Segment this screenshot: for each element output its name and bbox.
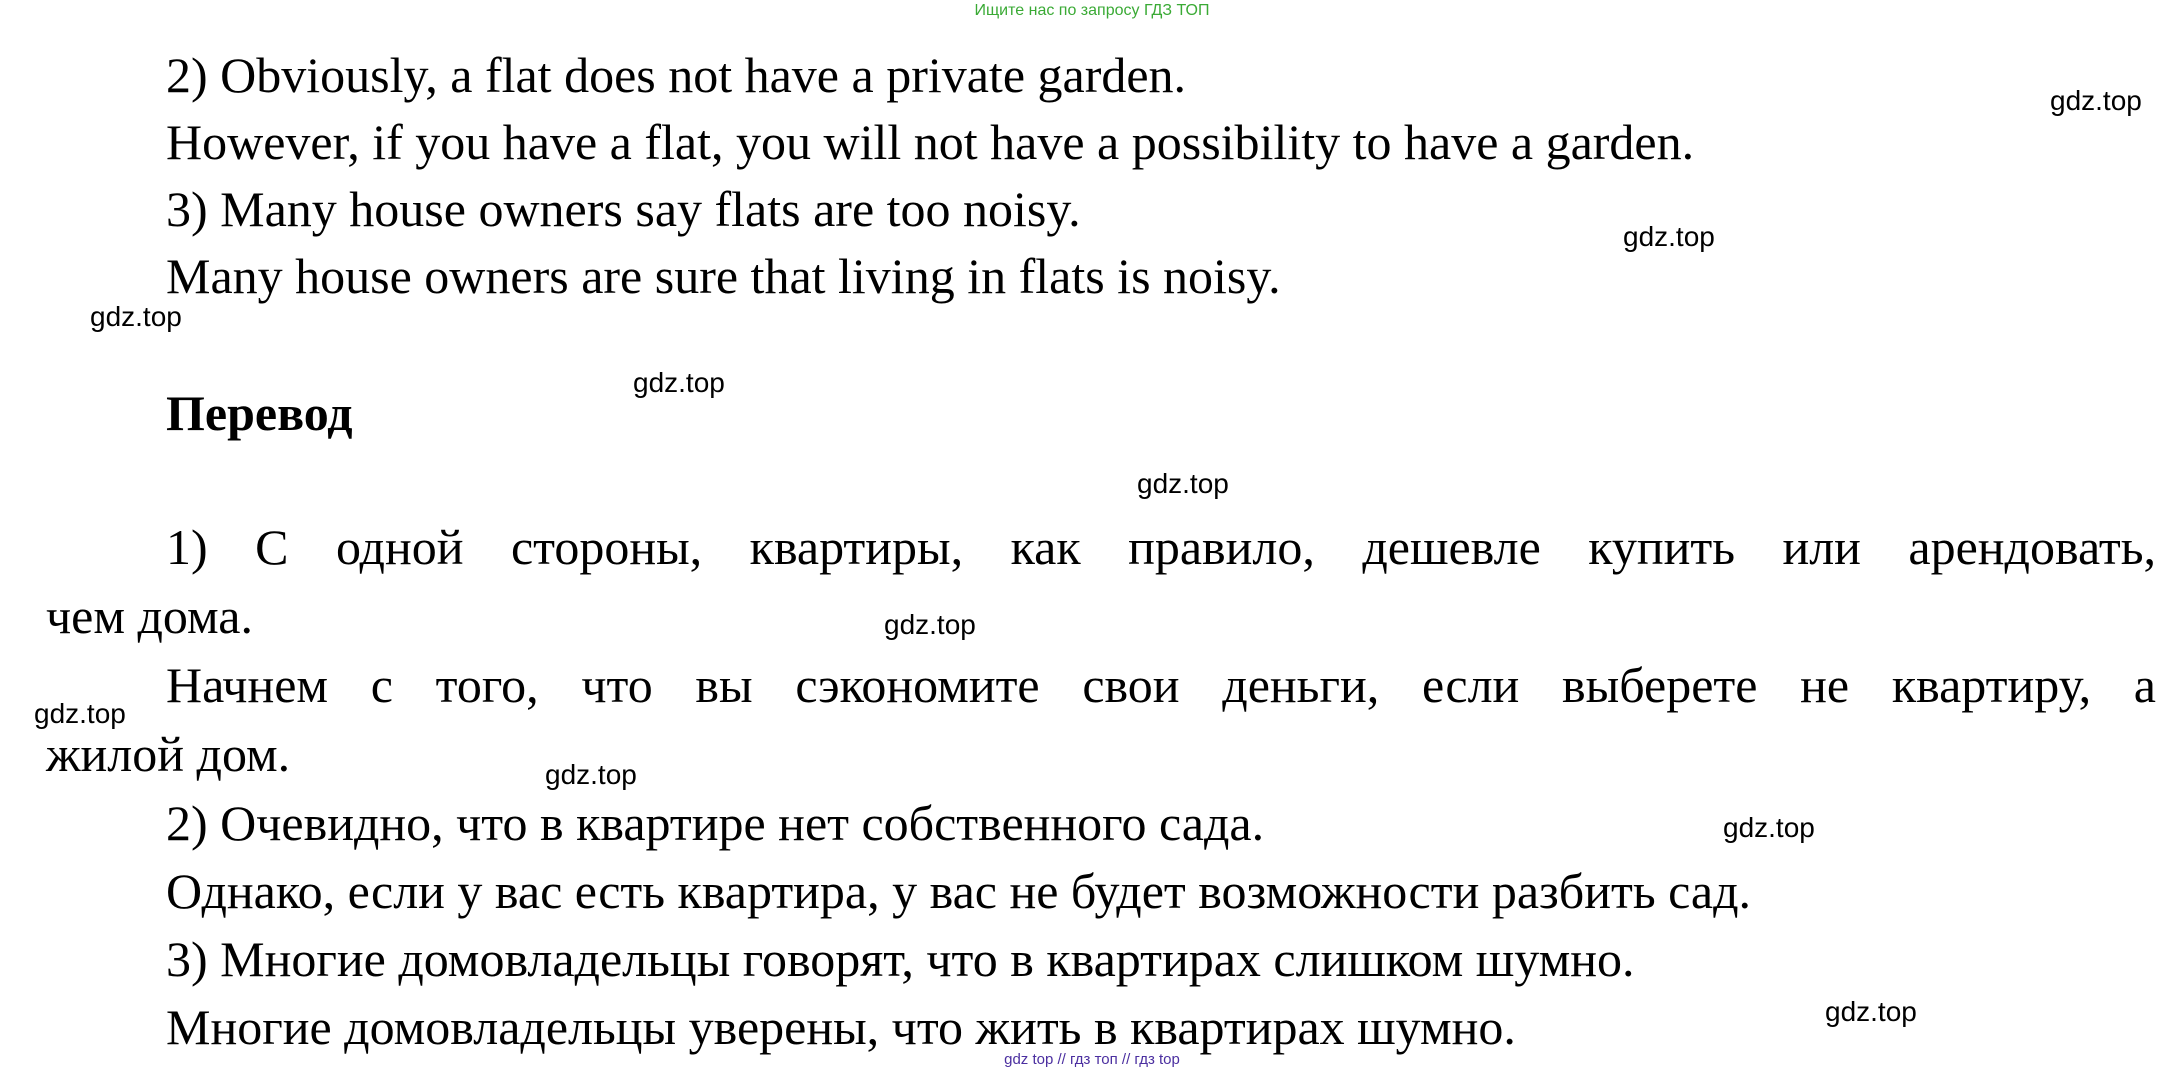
watermark: gdz.top <box>633 367 725 398</box>
watermark: gdz.top <box>34 698 126 729</box>
translation-p5: 3) Многие домовладельцы говорят, что в квартирах слишком шумно. <box>166 931 1635 987</box>
watermark: gdz.top <box>1723 812 1815 843</box>
top-banner-link[interactable]: Ищите нас по запросу ГДЗ ТОП <box>974 2 1210 19</box>
watermark: gdz.top <box>1623 221 1715 252</box>
watermark: gdz.top <box>1825 996 1917 1027</box>
english-line-1: 2) Obviously, a flat does not have a private garden. <box>166 47 1187 103</box>
translation-p2-line2: жилой дом. <box>46 726 291 782</box>
translation-p1-line1: 1) С одной стороны, квартиры, как правило, дешевле купить или арендовать, <box>166 519 2156 575</box>
english-line-3: 3) Many house owners say flats are too noisy. <box>166 181 1081 237</box>
translation-p1-line2: чем дома. <box>46 588 253 644</box>
watermark: gdz.top <box>1137 468 1229 499</box>
bottom-banner-link[interactable]: gdz top // гдз топ // гдз top <box>1004 1051 1180 1068</box>
translation-p4: Однако, если у вас есть квартира, у вас не будет возможности разбить сад. <box>166 863 1752 919</box>
translation-p6: Многие домовладельцы уверены, что жить в квартирах шумно. <box>166 999 1516 1055</box>
english-line-2: However, if you have a flat, you will not have a possibility to have a garden. <box>166 114 1695 170</box>
translation-heading: Перевод <box>166 385 353 441</box>
translation-p3: 2) Очевидно, что в квартире нет собственного сада. <box>166 795 1265 851</box>
translation-p2-line1: Начнем с того, что вы сэкономите свои деньги, если выберете не квартиру, а <box>166 657 2156 713</box>
watermark: gdz.top <box>884 609 976 640</box>
watermark: gdz.top <box>90 301 182 332</box>
watermark: gdz.top <box>545 759 637 790</box>
watermark: gdz.top <box>2050 85 2142 116</box>
english-line-4: Many house owners are sure that living in flats is noisy. <box>166 248 1281 304</box>
